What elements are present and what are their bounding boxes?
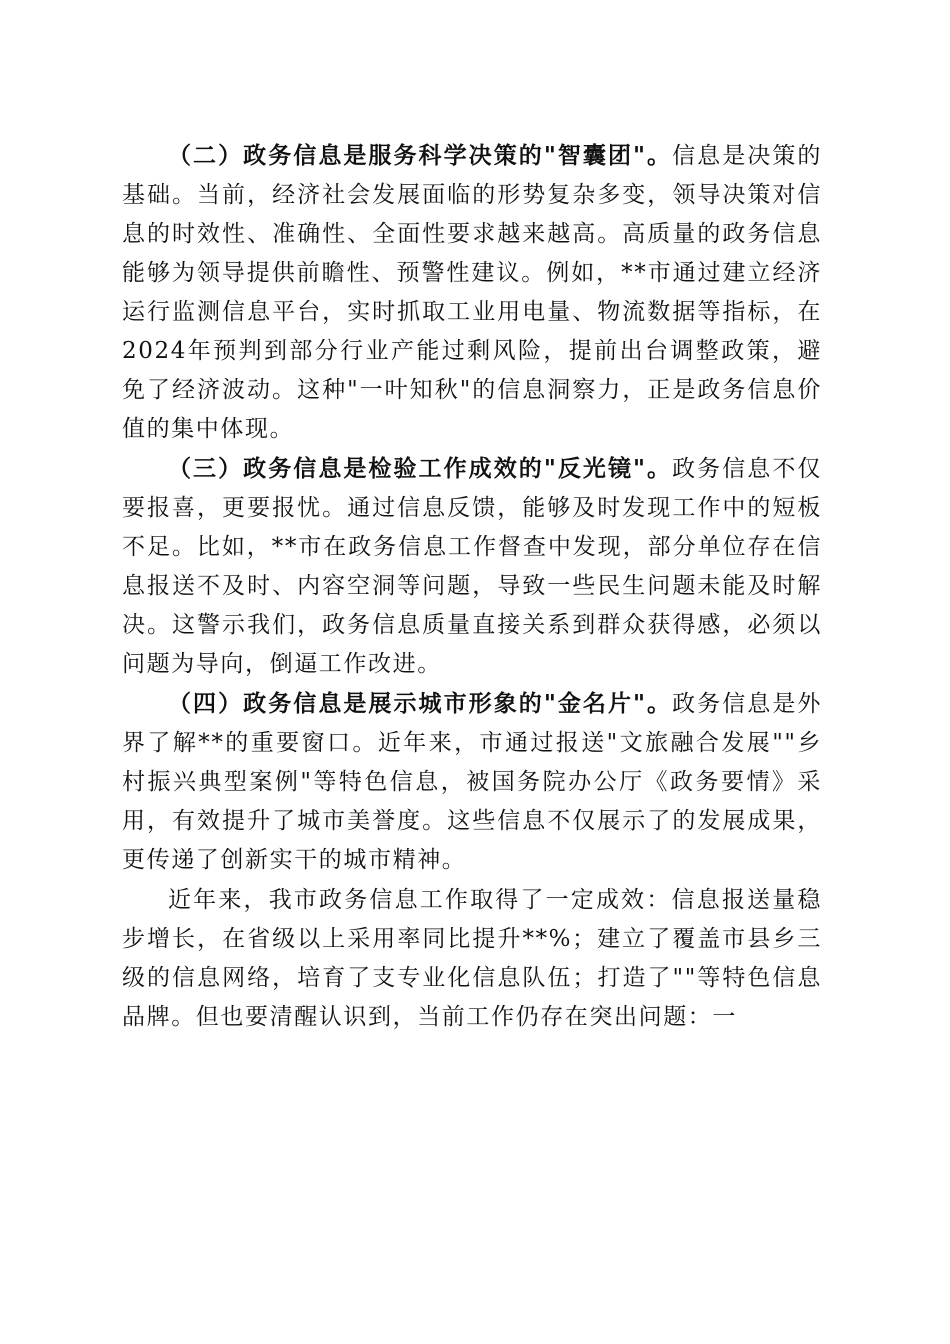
paragraph-work-effectiveness (122, 449, 822, 684)
paragraph-heading: （二）政务信息是服务科学决策的"智囊团"。 (168, 142, 673, 169)
paragraph-decision-support (122, 136, 822, 449)
paragraph-achievements (122, 880, 822, 1037)
paragraph-city-image (122, 684, 822, 880)
paragraph-heading: （三）政务信息是检验工作成效的"反光镜"。 (168, 455, 673, 482)
paragraph-text: 信息是决策的基础。当前，经济社会发展面临的形势复杂多变，领导决策对信息的时效性、准确性、全面性要求越来越高。高质量的政务信息能够为领导提供前瞻性、预警性建议。例如，**市通过建立经济运行监测信息平台，实时抓取工业用电量、物流数据等指标，在2024年预判到部分行业产能过剩风险，提前出台调整政策，避免了经济波动。这种"一叶知秋"的信息洞察力，正是政务信息价值的集中体现。 (122, 143, 822, 442)
paragraph-text: 近年来，我市政务信息工作取得了一定成效：信息报送量稳步增长，在省级以上采用率同比提升**%；建立了覆盖市县乡三级的信息网络，培育了支专业化信息队伍；打造了""等特色信息品牌。但也要清醒认识到，当前工作仍存在突出问题：一 (122, 887, 822, 1030)
paragraph-text: 政务信息不仅要报喜，更要报忧。通过信息反馈，能够及时发现工作中的短板不足。比如，**市在政务信息工作督查中发现，部分单位存在信息报送不及时、内容空洞等问题，导致一些民生问题未能及时解决。这警示我们，政务信息质量直接关系到群众获得感，必须以问题为导向，倒逼工作改进。 (122, 456, 822, 677)
document-body (122, 136, 822, 1037)
paragraph-heading: （四）政务信息是展示城市形象的"金名片"。 (168, 690, 673, 717)
paragraph-text: 政务信息是外界了解**的重要窗口。近年来，市通过报送"文旅融合发展""乡村振兴典型案例"等特色信息，被国务院办公厅《政务要情》采用，有效提升了城市美誉度。这些信息不仅展示了的发展成果，更传递了创新实干的城市精神。 (122, 691, 822, 873)
